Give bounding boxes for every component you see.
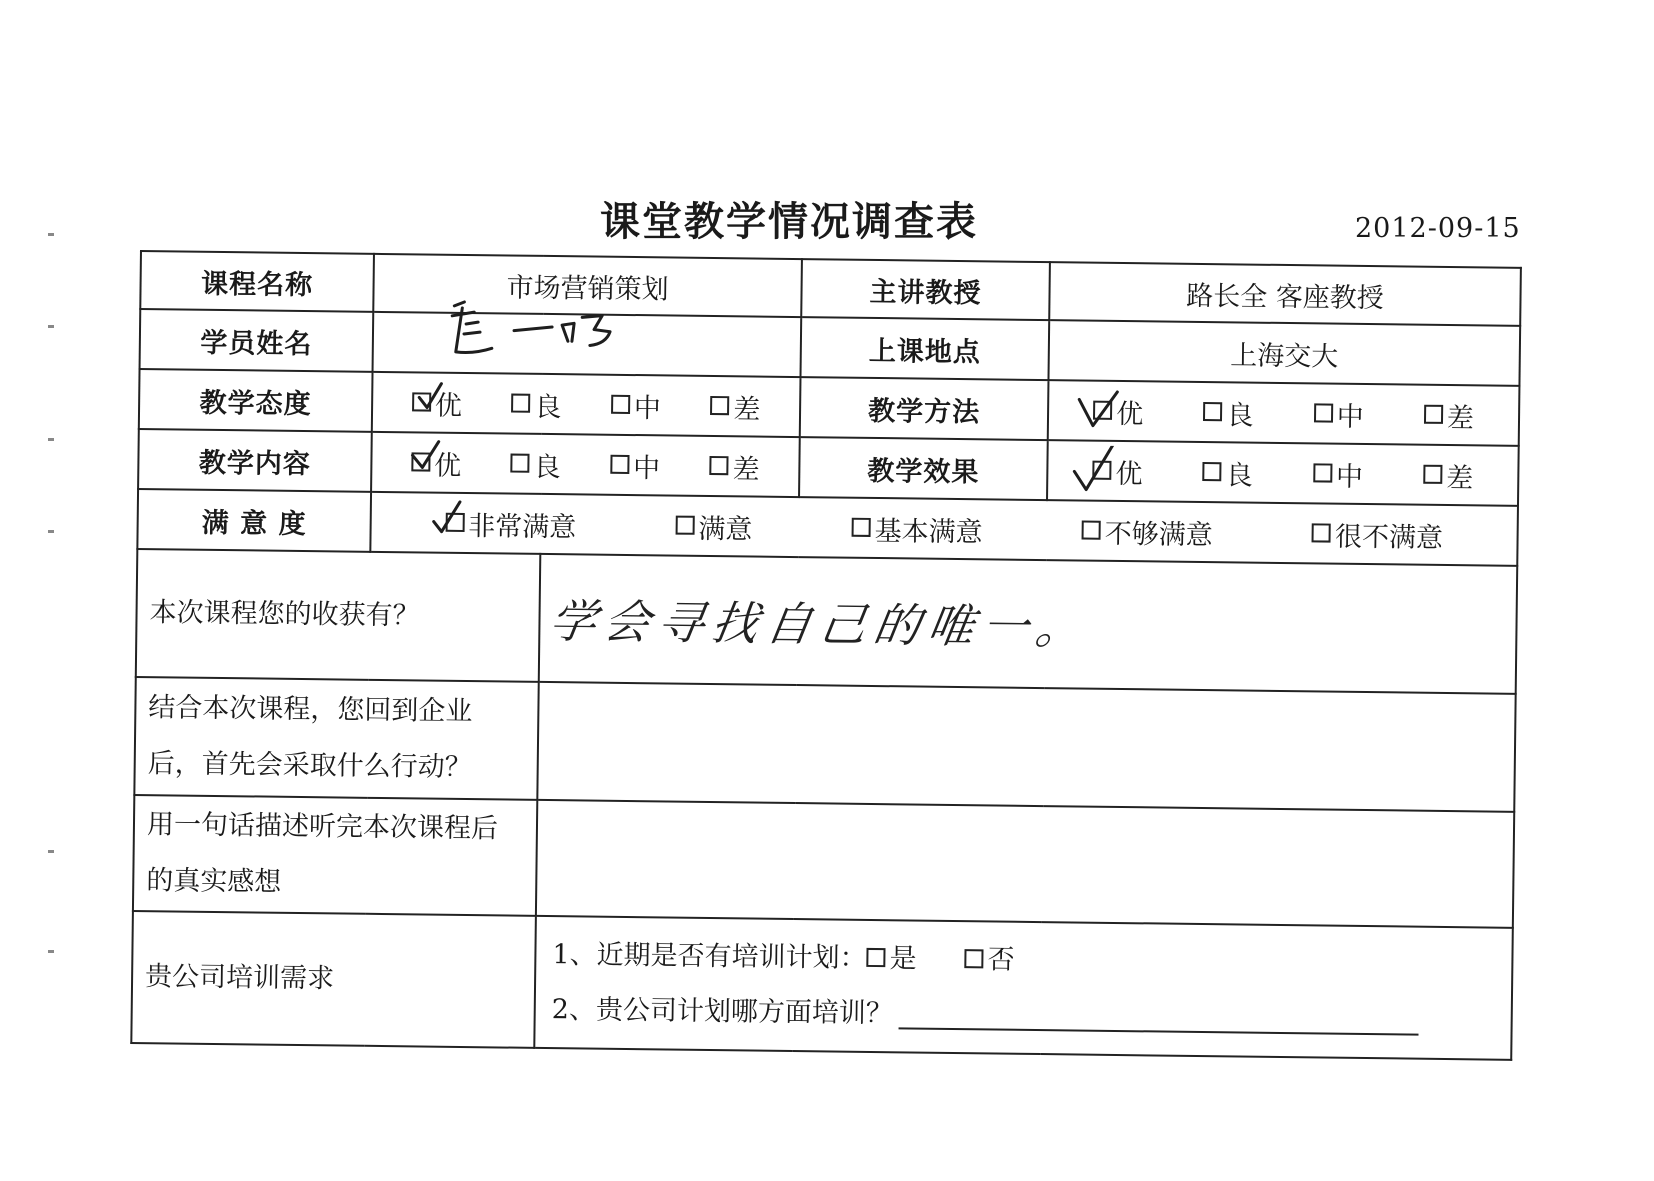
teaching-attitude-label: 教学态度 (139, 369, 373, 432)
checkbox-icon[interactable] (1423, 464, 1442, 483)
content-option-good[interactable]: 良 (510, 444, 560, 484)
satisfaction-label: 满 意 度 (137, 489, 371, 552)
course-name-label: 课程名称 (140, 251, 374, 312)
row-training-needs (131, 911, 1513, 1060)
action-question: 结合本次课程，您回到企业后，首先会采取什么行动？ (134, 677, 538, 800)
form-title: 课堂教学情况调查表 (600, 199, 978, 245)
survey-form (130, 250, 1520, 1097)
satisfaction-option-very-unsatisfied[interactable]: 很不满意 (1312, 514, 1443, 555)
checkbox-icon[interactable] (1424, 404, 1443, 423)
training-plan-question: 1、近期是否有培训计划： 是 否 (552, 927, 1496, 994)
check-mark-icon (408, 437, 448, 477)
action-answer-field[interactable] (537, 682, 1515, 812)
scan-speck (48, 850, 54, 853)
teaching-content-label: 教学内容 (138, 429, 372, 492)
teaching-content-options (371, 432, 800, 497)
check-mark-icon (1073, 385, 1134, 446)
method-option-good[interactable]: 良 (1203, 393, 1253, 433)
effect-option-good[interactable]: 良 (1203, 453, 1253, 493)
checkbox-icon[interactable] (511, 453, 530, 472)
training-area-question: 2、贵公司计划哪方面培训？ (551, 982, 1495, 1049)
scan-speck (48, 530, 54, 533)
checkbox-icon[interactable] (1203, 462, 1222, 481)
course-name-value: 市场营销策划 (373, 254, 802, 317)
gains-answer-text: 学会寻找自己的唯一。 (545, 594, 1095, 655)
scan-speck (48, 233, 54, 236)
attitude-option-poor[interactable]: 差 (710, 386, 760, 426)
impression-question: 用一句话描述听完本次课程后的真实感想 (133, 795, 537, 916)
check-mark-icon (1070, 445, 1131, 496)
checkbox-icon[interactable] (1312, 523, 1331, 542)
teaching-method-label: 教学方法 (800, 377, 1049, 440)
satisfaction-option-satisfied[interactable]: 满意 (675, 506, 752, 546)
checkbox-icon[interactable] (866, 948, 885, 967)
training-plan-option-yes[interactable]: 是 (866, 931, 917, 987)
checkbox-icon[interactable] (710, 395, 729, 414)
scan-speck (48, 950, 54, 953)
training-plan-option-no[interactable]: 否 (964, 932, 1015, 988)
training-needs-field (534, 916, 1513, 1060)
training-area-input[interactable] (899, 999, 1419, 1035)
checkbox-icon[interactable] (611, 394, 630, 413)
attitude-option-excellent[interactable]: 优 (412, 383, 462, 423)
effect-option-excellent[interactable]: 优 (1092, 451, 1142, 491)
satisfaction-option-basically-satisfied[interactable]: 基本满意 (851, 508, 982, 549)
student-name-label: 学员姓名 (140, 309, 374, 372)
row-gains (136, 549, 1517, 694)
content-option-excellent[interactable]: 优 (411, 443, 461, 483)
lecturer-label: 主讲教授 (801, 259, 1050, 320)
teaching-attitude-options (372, 372, 801, 437)
scan-speck (48, 438, 54, 441)
checkbox-icon[interactable] (675, 515, 694, 534)
checkbox-icon[interactable] (964, 949, 983, 968)
checkbox-icon[interactable] (852, 517, 871, 536)
location-value: 上海交大 (1048, 320, 1520, 386)
impression-answer-field[interactable] (536, 800, 1514, 928)
row-impression (133, 795, 1514, 928)
content-option-average[interactable]: 中 (610, 445, 660, 485)
effect-option-average[interactable]: 中 (1313, 454, 1363, 494)
attitude-option-average[interactable]: 中 (611, 385, 661, 425)
satisfaction-option-not-satisfied[interactable]: 不够满意 (1082, 511, 1213, 552)
student-name-signature (434, 294, 635, 366)
check-mark-icon (413, 375, 453, 415)
satisfaction-option-very-satisfied[interactable]: 非常满意 (445, 503, 576, 544)
checkbox-icon[interactable] (1082, 520, 1101, 539)
training-needs-label: 贵公司培训需求 (131, 911, 536, 1048)
method-option-excellent[interactable]: 优 (1093, 391, 1143, 431)
gains-answer-field[interactable] (539, 554, 1517, 694)
check-mark-icon (429, 500, 469, 540)
student-name-field[interactable] (373, 312, 802, 377)
teaching-effect-label: 教学效果 (799, 437, 1048, 500)
location-label: 上课地点 (800, 317, 1049, 380)
checkbox-icon[interactable] (710, 455, 729, 474)
checkbox-icon[interactable] (511, 393, 530, 412)
attitude-option-good[interactable]: 良 (511, 384, 561, 424)
method-option-poor[interactable]: 差 (1424, 395, 1474, 435)
teaching-effect-options (1047, 440, 1519, 506)
lecturer-value: 路长全 客座教授 (1049, 262, 1521, 326)
checkbox-icon[interactable] (1203, 402, 1222, 421)
content-option-poor[interactable]: 差 (709, 446, 759, 486)
effect-option-poor[interactable]: 差 (1423, 455, 1473, 495)
form-date: 2012-09-15 (1355, 213, 1521, 244)
checkbox-icon[interactable] (1314, 403, 1333, 422)
gains-question: 本次课程您的收获有？ (136, 549, 541, 682)
teaching-method-options (1048, 380, 1520, 446)
row-action (134, 677, 1515, 812)
method-option-average[interactable]: 中 (1313, 394, 1363, 434)
scan-speck (48, 325, 54, 328)
survey-table (130, 250, 1522, 1061)
checkbox-icon[interactable] (1313, 463, 1332, 482)
checkbox-icon[interactable] (610, 454, 629, 473)
